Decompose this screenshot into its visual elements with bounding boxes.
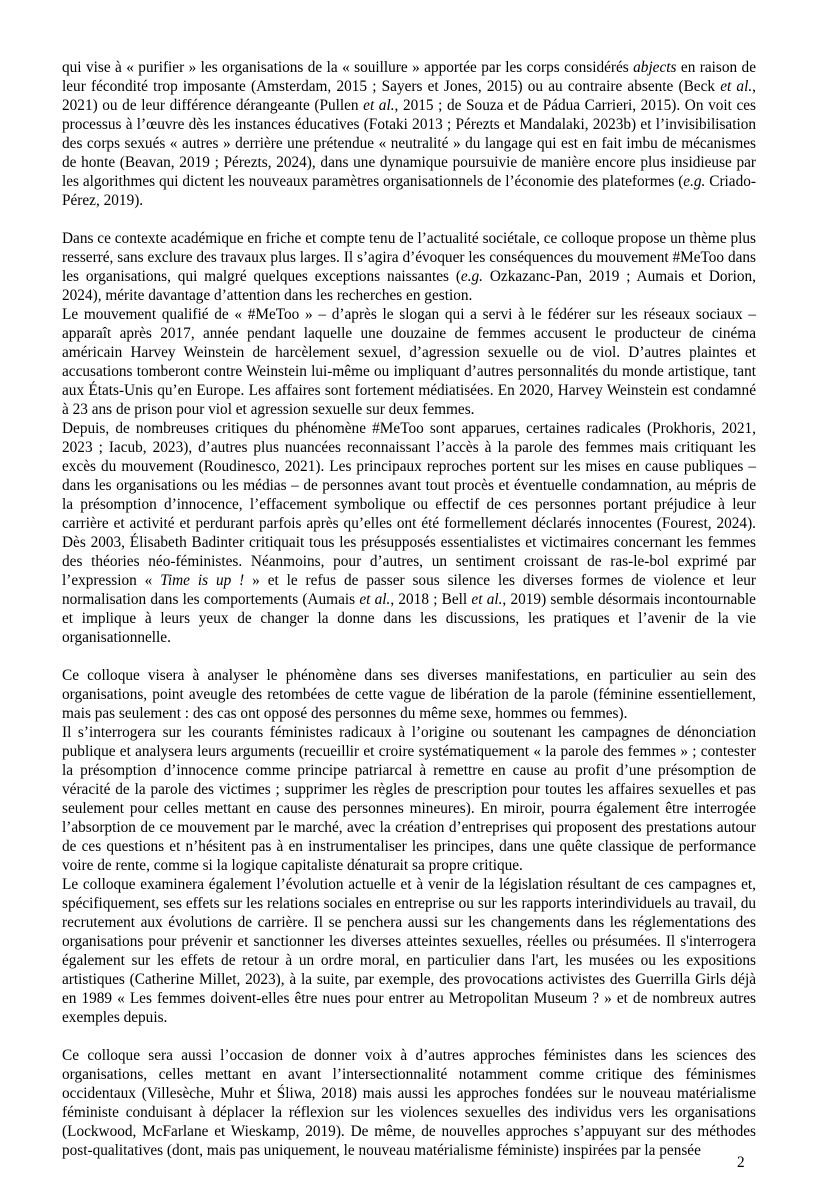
paragraph-p5 bbox=[62, 666, 756, 723]
italic-text: abjects bbox=[633, 59, 677, 76]
text-run: en raison de leur fécondité trop imposante (Amsterdam, 2015 ; Sayers et Jones, 2015) ou au contraire absente (Beck bbox=[62, 59, 756, 95]
text-run: , 2018 ; Bell bbox=[390, 591, 472, 608]
text-run: Dans ce contexte académique en friche et compte tenu de l’actualité sociétale, ce colloque propose un thème plus resserré, sans exclure des travaux plus larges. Il s’agira d’évoquer les conséquences du mouvement #MeToo dans les organisations, qui malgré quelques exceptions naissantes ( bbox=[62, 230, 756, 285]
paragraph-p6 bbox=[62, 723, 756, 875]
paragraph-p7 bbox=[62, 875, 756, 1027]
paragraph-p4 bbox=[62, 419, 756, 647]
italic-text: e.g. bbox=[460, 268, 484, 285]
text-run: Ce colloque visera à analyser le phénomène dans ses diverses manifestations, en particulier au sein des organisations, point aveugle des retombées de cette vague de libération de la parole (féminine essentiellement, mais pas seulement : des cas ont opposé des personnes du même sexe, hommes ou femmes). bbox=[62, 667, 756, 722]
text-run: qui vise à « purifier » les organisations de la « souillure » apportée par les corps considérés bbox=[62, 59, 634, 76]
paragraph-p2 bbox=[62, 229, 756, 305]
italic-text: Time is up ! bbox=[160, 572, 245, 589]
italic-text: e.g. bbox=[683, 173, 706, 190]
paragraph-p8 bbox=[62, 1046, 756, 1160]
text-run: Depuis, de nombreuses critiques du phénomène #MeToo sont apparues, certaines radicales (Prokhoris, 2021, 2023 ; Iacub, 2023), d’autres plus nuancées reconnaissant l’accès à la parole des femmes mais critiquant les excès du mouvement (Roudinesco, 2021). Les principaux reproches portent sur les mises en cause publiques – dans les organisations ou les médias – de personnes avant tout procès et éventuelle condamnation, au mépris de la présomption d’innocence, l’effacement symbolique ou effectif de ces personnes portant préjudice à leur carrière et activité et perdurant parfois après qu’elles ont été formellement déclarés innocentes (Fourest, 2024). Dès 2003, Élisabeth Badinter critiquait tous les présupposés essentialistes et victimaires concernant les femmes des théories néo-féministes. Néanmoins, pour d’autres, un sentiment croissant de ras-le-bol exprimé par l’expression « bbox=[62, 420, 756, 589]
italic-text: et al. bbox=[363, 97, 395, 114]
document-body bbox=[62, 58, 756, 1160]
text-run: Le mouvement qualifié de « #MeToo » – d’après le slogan qui a servi à le fédérer sur les réseaux sociaux – apparaît après 2017, année pendant laquelle une douzaine de femmes accusent le producteur de cinéma américain Harvey Weinstein de harcèlement sexuel, d’agression sexuelle ou de viol. D’autres plaintes et accusations tomberont contre Weinstein lui-même ou impliquant d’autres personnalités du monde artistique, tant aux États-Unis qu’en Europe. Les affaires sont fortement médiatisées. En 2020, Harvey Weinstein est condamné à 23 ans de prison pour viol et agression sexuelle sur deux femmes. bbox=[62, 306, 756, 418]
text-run: , 2019) semble désormais incontournable et implique à leurs yeux de changer la donne dans les discussions, les pratiques et l’avenir de la vie organisationnelle. bbox=[62, 591, 756, 646]
text-run: Ce colloque sera aussi l’occasion de donner voix à d’autres approches féministes dans les sciences des organisations, celles mettant en avant l’intersectionnalité notamment comme critique des féminismes occidentaux (Villesèche, Muhr et Śliwa, 2018) mais aussi les approches fondées sur le nouveau matérialisme féministe conduisant à déplacer la réflexion sur les violences sexuelles des individus vers les organisations (Lockwood, McFarlane et Wieskamp, 2019). De même, de nouvelles approches s’appuyant sur des méthodes post-qualitatives (dont, mais pas uniquement, le nouveau matérialisme féministe) inspirées par la pensée bbox=[62, 1047, 756, 1159]
text-run: , 2021) ou de leur différence dérangeante (Pullen bbox=[62, 78, 756, 114]
italic-text: et al. bbox=[471, 591, 503, 608]
text-run: » et le refus de passer sous silence les diverses formes de violence et leur normalisation dans les comportements (Aumais bbox=[62, 572, 756, 608]
paragraph-p3 bbox=[62, 305, 756, 419]
text-run: , 2015 ; de Souza et de Pádua Carrieri, 2015). On voit ces processus à l’œuvre dès les instances éducatives (Fotaki 2013 ; Pérezts et Mandalaki, 2023b) et l’invisibilisation des corps sexués « autres » derrière une prétendue « neutralité » du langage qui est en fait imbu de mécanismes de honte (Beavan, 2019 ; Pérezts, 2024), dans une dynamique poursuivie de manière encore plus insidieuse par les algorithmes qui dictent les nouveaux paramètres organisationnels de l’économie des plateformes ( bbox=[62, 97, 756, 190]
text-run: Ozkazanc-Pan, 2019 ; Aumais et Dorion, 2024), mérite davantage d’attention dans les recherches en gestion. bbox=[62, 268, 756, 304]
text-run: Criado-Pérez, 2019). bbox=[62, 173, 756, 209]
page-number: 2 bbox=[737, 1154, 745, 1171]
italic-text: et al. bbox=[359, 591, 391, 608]
text-run: Le colloque examinera également l’évolution actuelle et à venir de la législation résultant de ces campagnes et, spécifiquement, ses effets sur les relations sociales en entreprise ou sur les rapports interindividuels au travail, du recrutement aux évolutions de carrière. Il se penchera aussi sur les changements dans les réglementations des organisations pour prévenir et sanctionner les diverses atteintes sexuelles, réelles ou présumées. Il s'interrogera également sur les effets de retour à un ordre moral, en particulier dans l'art, les musées ou les expositions artistiques (Catherine Millet, 2023), à la suite, par exemple, des provocations activistes des Guerrilla Girls déjà en 1989 « Les femmes doivent-elles être nues pour entrer au Metropolitan Museum ? » et de nombreux autres exemples depuis. bbox=[62, 876, 756, 1026]
text-run: Il s’interrogera sur les courants féministes radicaux à l’origine ou soutenant les campagnes de dénonciation publique et analysera leurs arguments (recueillir et croire systématiquement « la parole des femmes » ; contester la présomption d’innocence comme principe patriarcal à remettre en cause au profit d’une présomption de véracité de la parole des victimes ; supprimer les règles de prescription pour toutes les affaires sexuelles et pas seulement pour celles mettant en cause des personnes mineures). En miroir, pourra également être interrogée l’absorption de ce mouvement par le marché, avec la création d’entreprises qui proposent des prestations autour de ces questions et n’hésitent pas à en instrumentaliser les principes, dans une quête classique de performance voire de rente, comme si la logique capitaliste dénaturait sa propre critique. bbox=[62, 724, 756, 874]
italic-text: et al. bbox=[720, 78, 753, 95]
paragraph-p1 bbox=[62, 58, 756, 210]
